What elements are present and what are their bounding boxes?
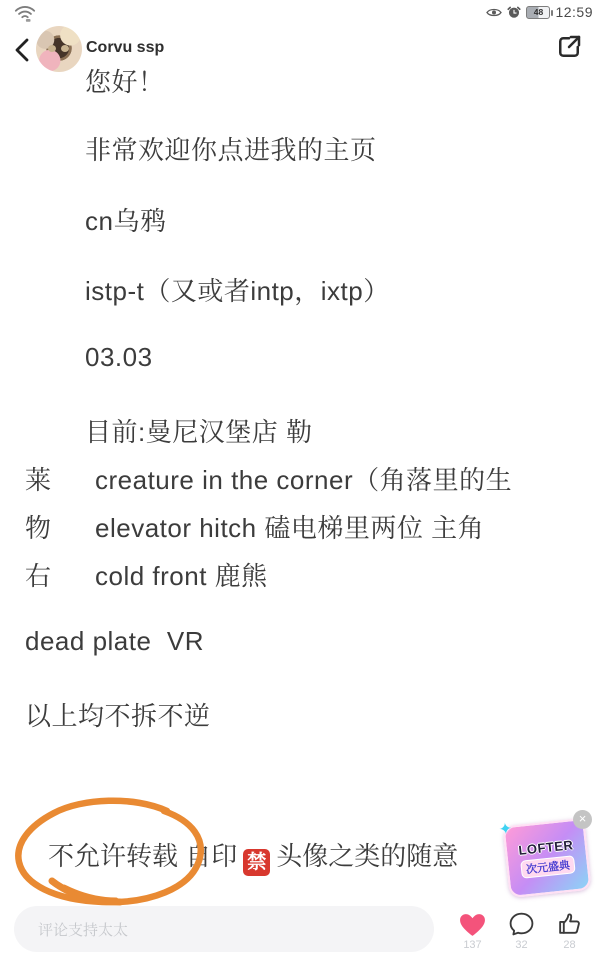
post-line: dead plate VR [25, 626, 205, 656]
comment-count: 32 [515, 939, 528, 951]
post-line: 非常欢迎你点进我的主页 [85, 135, 377, 165]
page-title-username[interactable]: Corvu ssp [86, 39, 165, 56]
post-line: creature in the corner（角落里的生 [95, 465, 513, 495]
badge-title: LOFTER [517, 837, 575, 858]
alarm-icon [507, 5, 521, 19]
status-time: 12:59 [555, 4, 593, 20]
post-line-marker: 右 [25, 561, 52, 591]
thumbs-up-icon[interactable] [556, 911, 583, 936]
badge-body[interactable] [497, 818, 591, 898]
badge-subtitle: 次元盛典 [520, 855, 576, 879]
post-line: istp-t（又或者intp，ixtp） [85, 276, 390, 306]
battery-level: 48 [533, 7, 544, 17]
sparkle-icon: ✦ [497, 820, 514, 839]
recommend-count: 28 [563, 939, 576, 951]
post-line: cold front 鹿熊 [95, 561, 268, 591]
circled-text: 不允许转载 [48, 841, 179, 871]
post-line-marker: 莱 [25, 465, 52, 495]
comment-input[interactable] [14, 906, 434, 952]
status-bar [0, 0, 600, 26]
repost-notice-line [48, 836, 458, 876]
eye-protection-icon [486, 7, 502, 18]
comment-bubble-icon[interactable] [508, 911, 535, 936]
post-line: elevator hitch 磕电梯里两位 主角 [95, 513, 485, 543]
back-icon[interactable] [12, 36, 34, 64]
notice-middle-text: 自印 [178, 841, 238, 871]
like-count: 137 [463, 939, 482, 951]
battery-icon [526, 6, 550, 19]
post-line: cn乌鸦 [85, 206, 167, 236]
prohibited-icon: 禁 [243, 849, 270, 876]
close-icon[interactable]: × [573, 810, 592, 829]
wifi-icon [14, 4, 36, 23]
lofter-event-badge[interactable] [497, 810, 596, 902]
comment-placeholder: 评论支持太太 [38, 921, 129, 939]
post-line: 您好！ [85, 67, 165, 97]
post-line: 03.03 [85, 342, 153, 372]
like-heart-icon[interactable] [458, 911, 487, 938]
post-line: 以上均不拆不逆 [25, 701, 211, 731]
post-line-marker: 物 [25, 513, 52, 543]
share-icon[interactable] [554, 32, 584, 62]
avatar[interactable] [36, 26, 82, 72]
post-line: 目前:曼尼汉堡店 勒 [85, 417, 313, 447]
notice-tail-text: 头像之类的随意 [276, 841, 459, 871]
